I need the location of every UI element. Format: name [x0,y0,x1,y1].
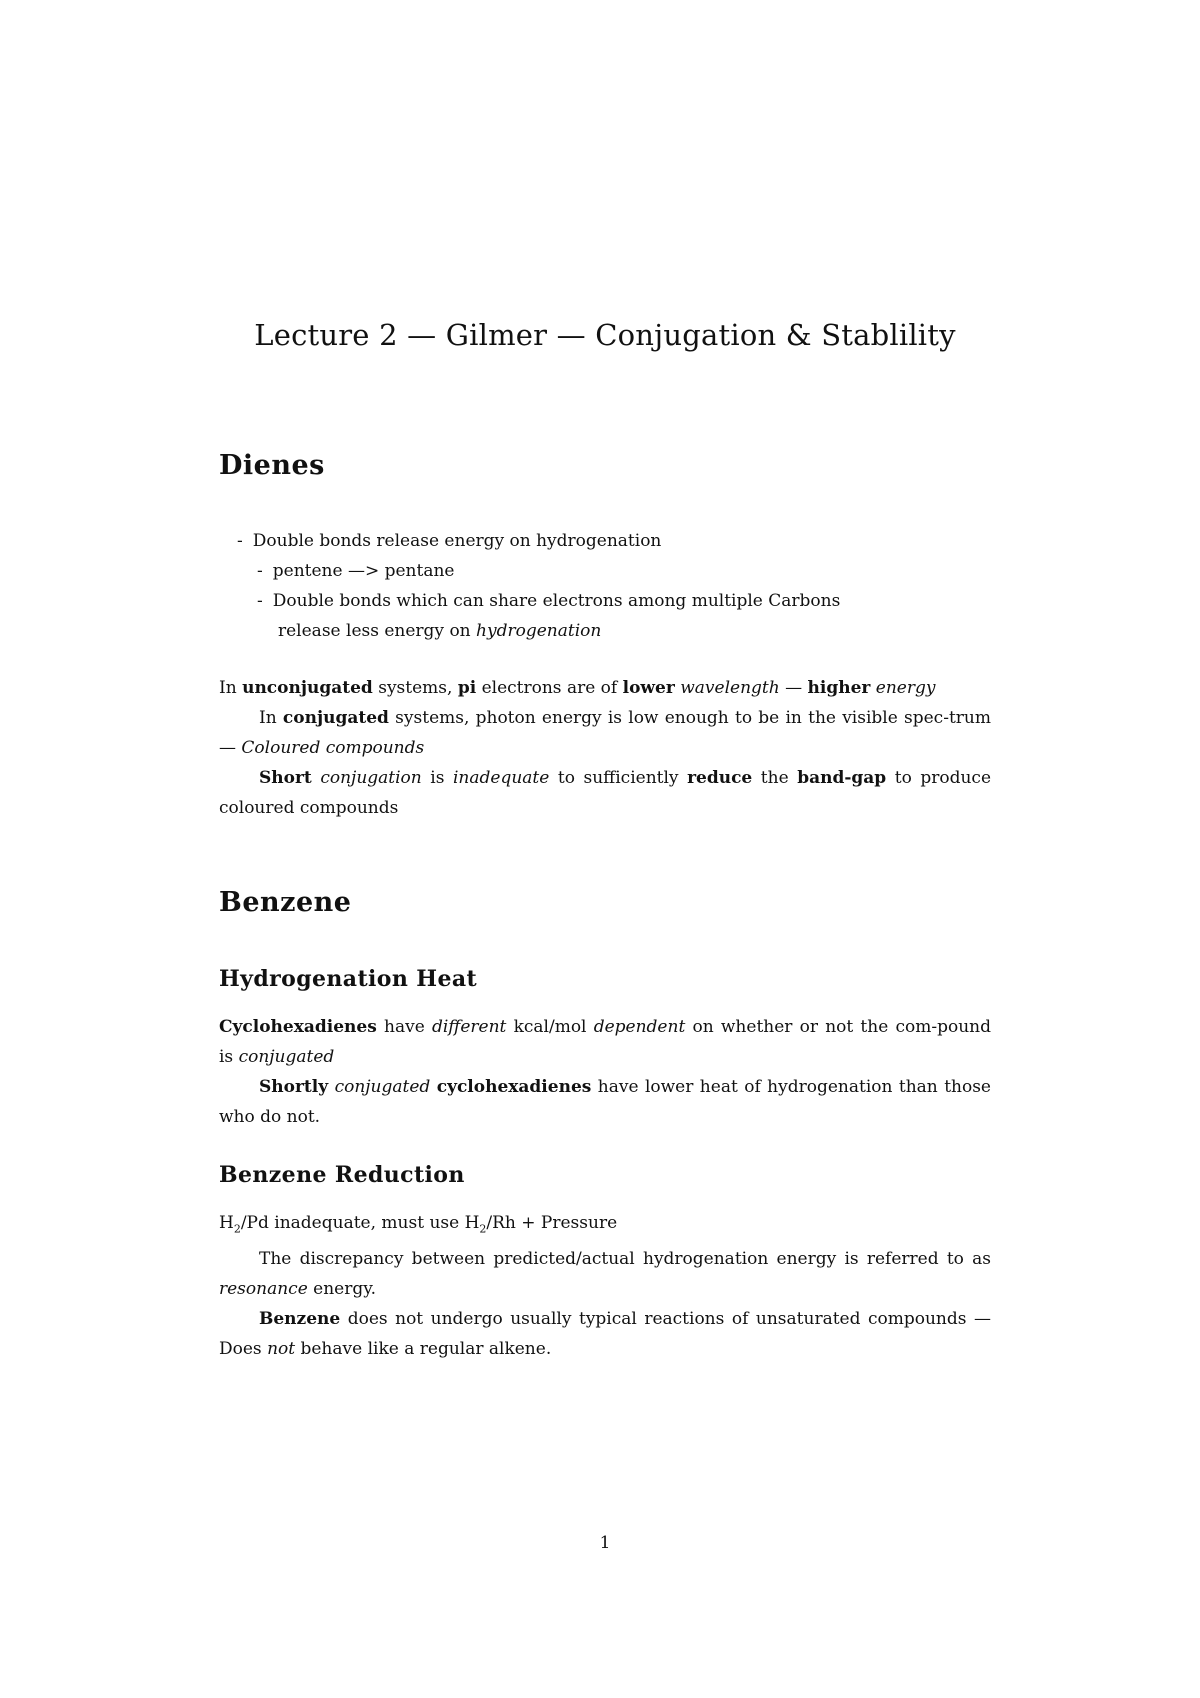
italic-term: different [431,1017,507,1037]
bullet-dash: - [257,591,263,611]
bold-term: higher [807,678,871,698]
bold-term: lower [622,678,675,698]
italic-term: inadequate [453,768,550,788]
bullet-dash: - [257,561,263,581]
italic-term: resonance [219,1279,308,1300]
subsection-heading-benzene-reduction: Benzene Reduction [219,1162,465,1188]
text: does not undergo usually typical reactions of unsaturated compounds — Does [219,1309,991,1360]
list-item-text: Double bonds release energy on hydrogenation [252,531,662,551]
text: H [219,1213,234,1233]
subscript: 2 [479,1222,487,1236]
text: /Pd inadequate, must use H [240,1213,480,1233]
text: energy. [307,1279,376,1300]
hydrogenation-paragraphs [219,1012,991,1132]
text: systems, photon energy is low enough to be in the visible spec-trum — [219,708,991,758]
italic-term: conjugated [334,1077,431,1097]
text: — [779,678,808,698]
subscript: 2 [233,1222,241,1236]
italic-term: energy [875,678,936,698]
bold-term: reduce [687,768,753,788]
list-item [257,586,840,616]
list-item-text: pentene —> pentane [272,561,455,581]
text: systems, [372,678,458,698]
list-item [237,526,661,556]
text: on whether or not the com-pound is [219,1017,991,1067]
bullet-dash: - [237,531,243,551]
italic-term: conjugation [320,768,422,788]
text: to produce coloured compounds [219,768,991,818]
paragraph [219,673,991,703]
bold-term: pi [457,678,477,698]
text: electrons are of [476,678,623,698]
text: In [219,678,243,698]
bold-term: Cyclohexadienes [219,1017,377,1037]
paragraph [219,1208,991,1244]
italic-term: wavelength [680,678,780,698]
italic-term: dependent [593,1017,686,1037]
dienes-paragraphs [219,673,991,823]
italic-term: Coloured compounds [241,738,425,758]
bold-term: Short [259,768,312,788]
bold-term: band-gap [797,768,887,788]
paragraph [219,763,991,823]
list-item-text: release less energy on [278,621,471,641]
bold-term: cyclohexadienes [436,1077,592,1097]
list-item-continuation [278,616,601,646]
bold-term: Benzene [259,1309,341,1330]
italic-term: hydrogenation [476,621,602,641]
text: the [752,768,798,788]
text: In [259,708,283,728]
document-page [219,0,991,1698]
text: behave like a regular alkene. [295,1339,552,1360]
list-item-text: Double bonds which can share electrons among multiple Carbons [272,591,841,611]
italic-term: conjugated [238,1047,335,1067]
section-heading-dienes: Dienes [219,450,325,481]
paragraph [219,1072,991,1132]
text: is [421,768,453,788]
bold-term: unconjugated [242,678,373,698]
list-item [257,556,454,586]
page-title: Lecture 2 — Gilmer — Conjugation & Stablility [254,318,956,352]
text: to sufficiently [549,768,688,788]
page-number: 1 [599,1533,611,1553]
text: kcal/mol [506,1017,594,1037]
text: have [376,1017,432,1037]
text: /Rh + Pressure [486,1213,618,1233]
text: The discrepancy between predicted/actual hydrogenation energy is referred to as [259,1249,991,1270]
text: have lower heat of hydrogenation than those who do not. [219,1077,991,1127]
paragraph [219,703,991,763]
italic-term: not [267,1339,296,1360]
bold-term: conjugated [282,708,389,728]
paragraph [219,1304,991,1364]
paragraph [219,1012,991,1072]
subsection-heading-hydrogenation-heat: Hydrogenation Heat [219,966,478,992]
bold-term: Shortly [259,1077,329,1097]
section-heading-benzene: Benzene [219,887,352,918]
paragraph [219,1244,991,1304]
reduction-paragraphs [219,1208,991,1364]
